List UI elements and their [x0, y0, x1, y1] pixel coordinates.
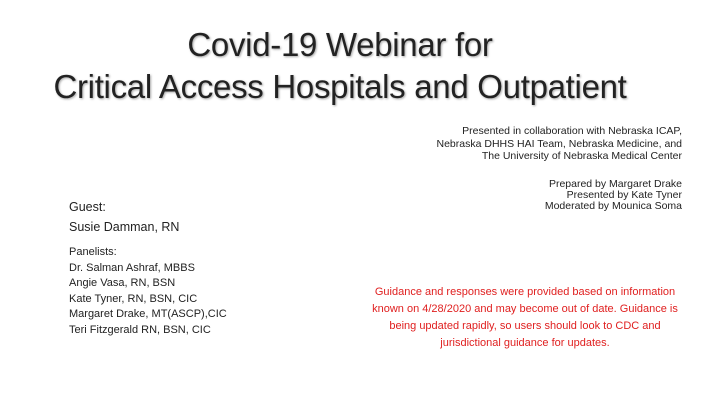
panelist-name: Dr. Salman Ashraf, MBBS: [69, 261, 195, 274]
guest-name: Susie Damman, RN: [69, 220, 180, 234]
panelist-name: Teri Fitzgerald RN, BSN, CIC: [69, 323, 211, 336]
collaboration-line: The University of Nebraska Medical Center: [481, 150, 682, 162]
panelist-name: Angie Vasa, RN, BSN: [69, 277, 176, 289]
guest-block: [69, 197, 179, 237]
title-line-2: Critical Access Hospitals and Outpatient: [53, 68, 627, 105]
disclaimer-line: Guidance and responses were provided based on information: [374, 286, 676, 298]
panelist-name: Margaret Drake, MT(ASCP),CIC: [69, 308, 227, 320]
title-line-1: Covid-19 Webinar for: [187, 26, 493, 63]
slide-title: [0, 24, 680, 108]
collaboration-line: Nebraska DHHS HAI Team, Nebraska Medicine, and: [436, 137, 682, 150]
guest-label: Guest:: [69, 200, 106, 214]
collaboration-note: [342, 125, 682, 163]
disclaimer-line: known on 4/28/2020 and may become out of date. Guidance is: [372, 303, 678, 315]
panelist-name: Kate Tyner, RN, BSN, CIC: [69, 292, 198, 305]
panelists-label: Panelists:: [69, 246, 117, 258]
panelists-block: [69, 245, 227, 338]
disclaimer-line: being updated rapidly, so users should look to CDC and: [389, 320, 661, 332]
prepared-by: Prepared by Margaret Drake: [548, 178, 682, 190]
disclaimer-note: [340, 284, 710, 352]
collaboration-line: Presented in collaboration with Nebraska ICAP,: [462, 125, 682, 137]
presented-by: Presented by Kate Tyner: [566, 189, 682, 201]
disclaimer-line: jurisdictional guidance for updates.: [440, 337, 610, 349]
credits-block: [382, 179, 682, 212]
moderated-by: Moderated by Mounica Soma: [544, 200, 682, 212]
